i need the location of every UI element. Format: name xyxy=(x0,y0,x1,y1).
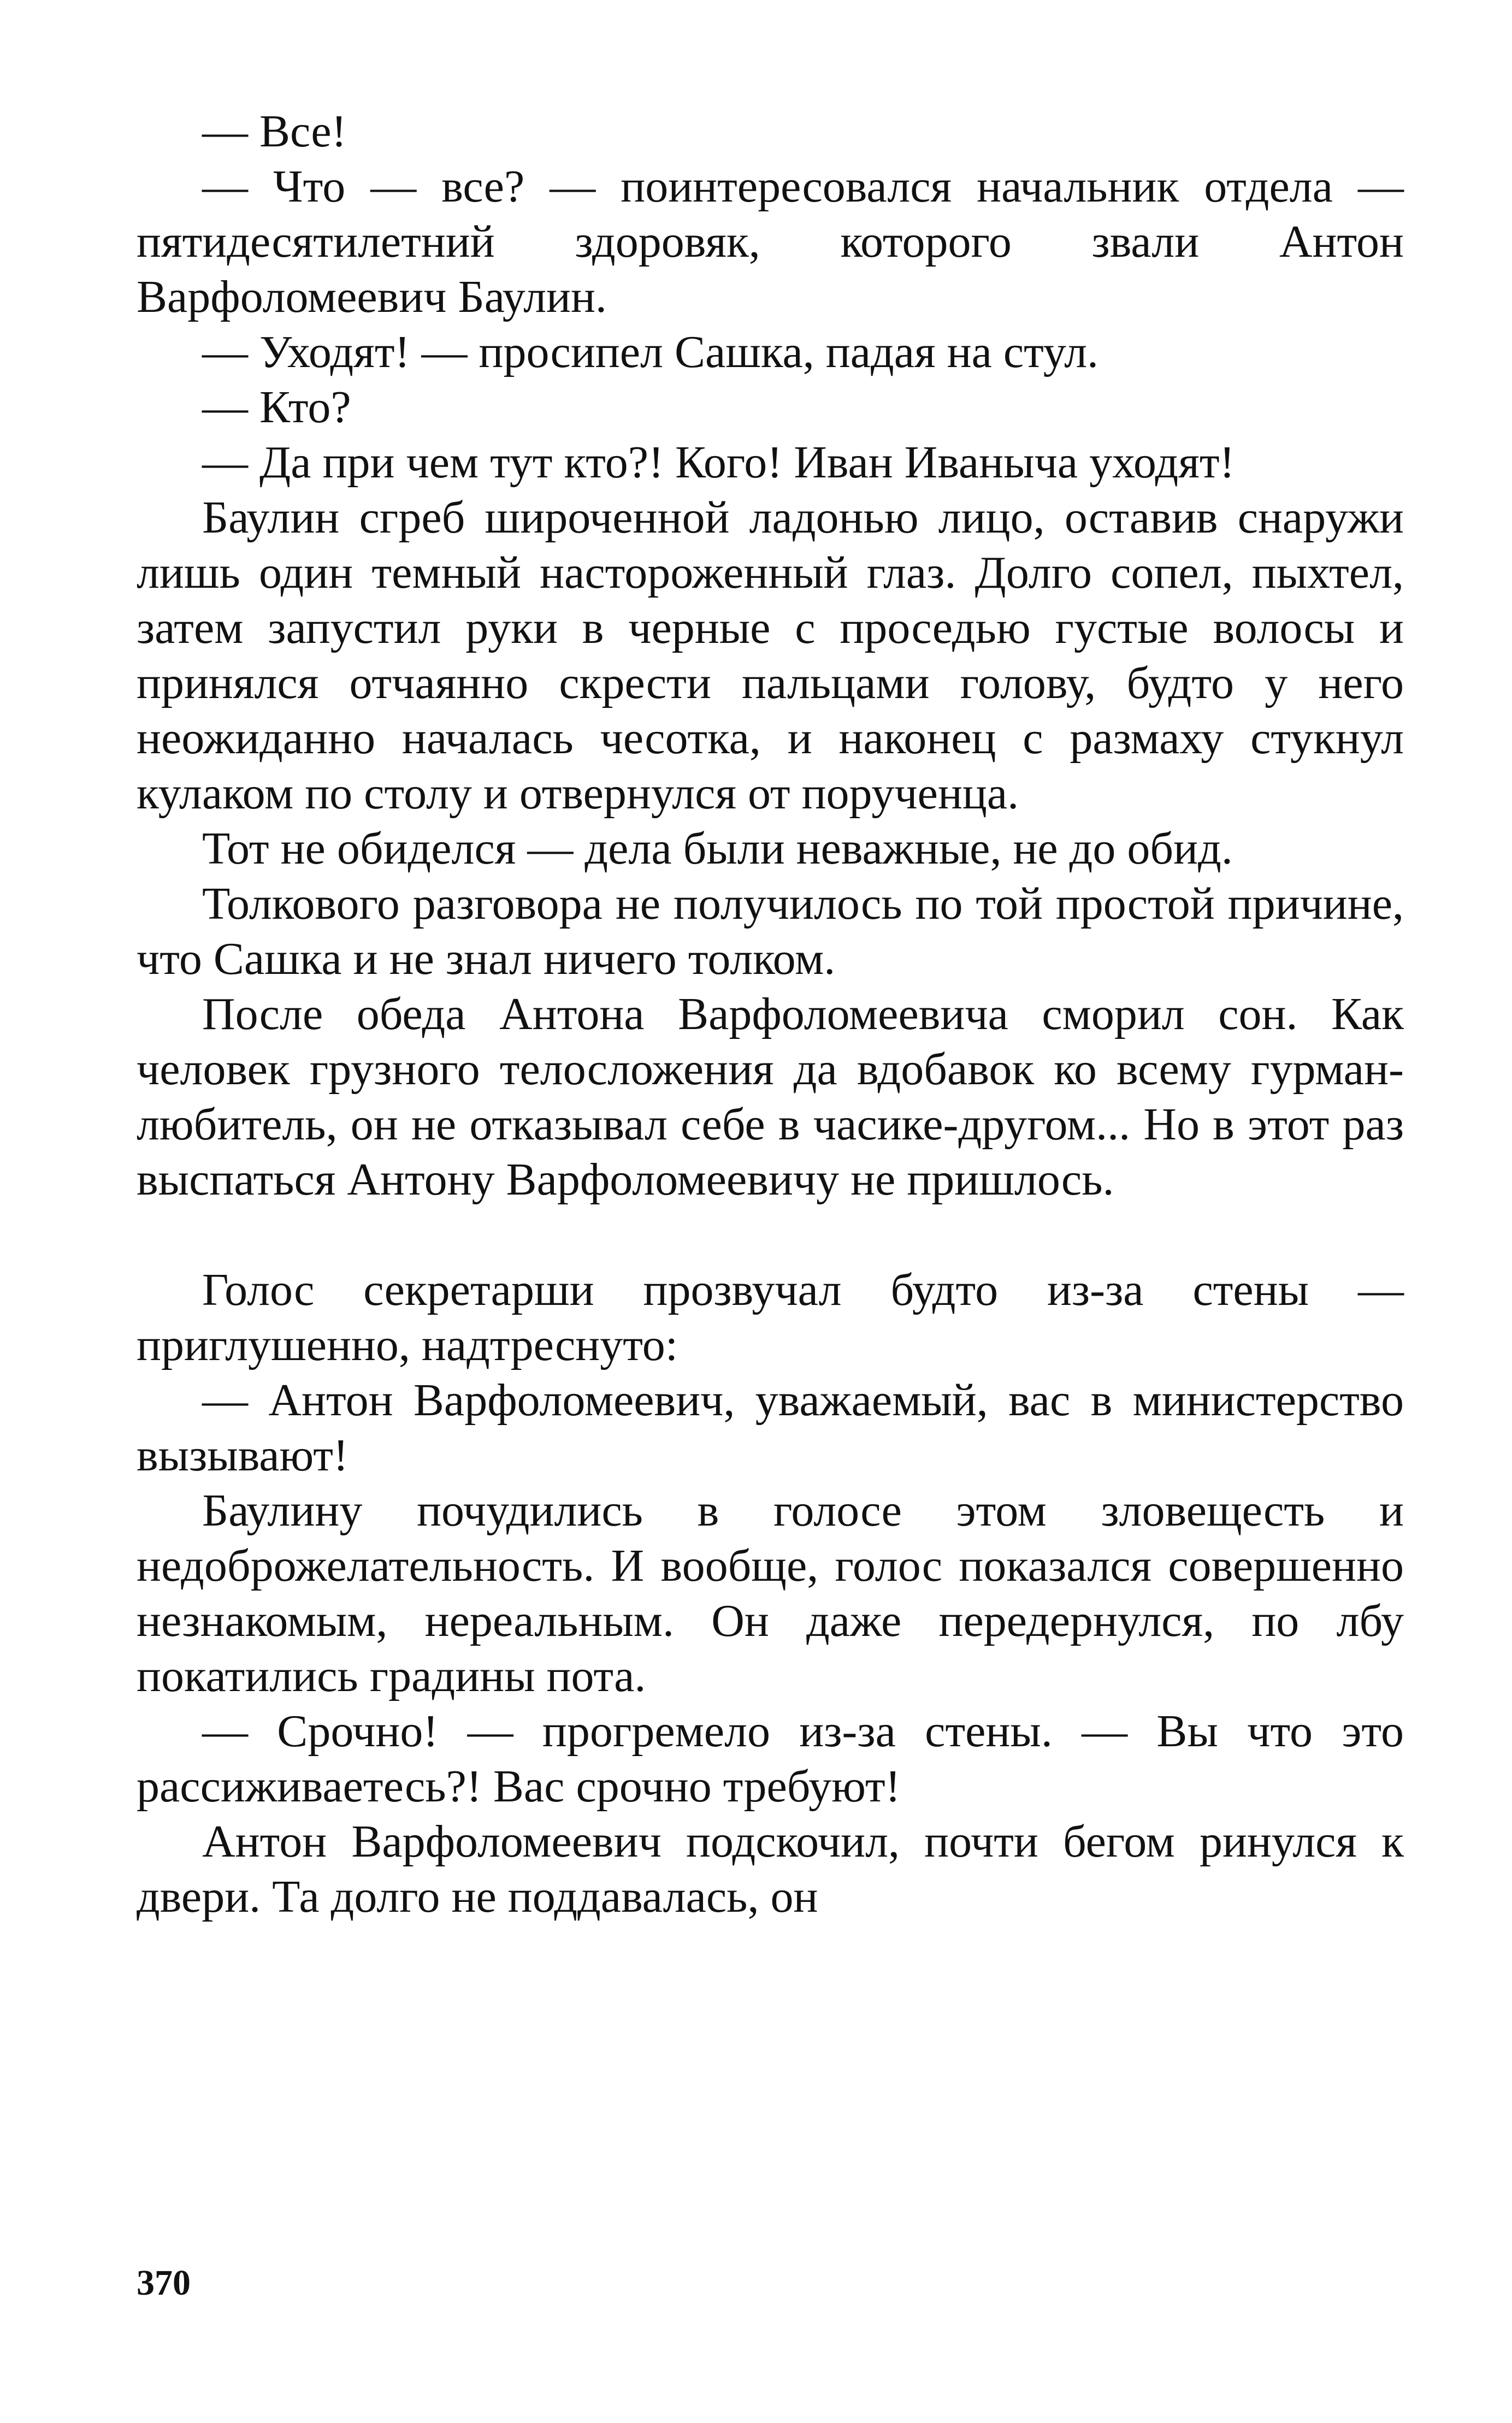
paragraph-11: — Антон Варфоломеевич, уважаемый, вас в министерство вызывают! xyxy=(137,1375,1404,1481)
paragraph-13: — Срочно! — прогремело из-за стены. — Вы что это рассиживаетесь?! Вас срочно требуют! xyxy=(137,1706,1404,1812)
section-break xyxy=(137,1207,1404,1262)
paragraph-4: — Кто? xyxy=(202,382,351,433)
paragraph-6: Баулин сгреб широченной ладонью лицо, оставив снаружи лишь один темный настороженный глаз. Долго сопел, пыхтел, затем запустил руки в черные с проседью густые волосы и принялся отчаянно скрести пальцами голову, будто у него неожиданно началась чесотка, и наконец с размаху стукнул кулаком по столу и отвернулся от порученца. xyxy=(137,492,1404,819)
page-text xyxy=(137,104,1404,1924)
paragraph-14: Антон Варфоломеевич подскочил, почти бегом ринулся к двери. Та долго не поддавалась, он xyxy=(137,1816,1404,1922)
paragraph-2: — Что — все? — поинтересовался начальник отдела — пятидесятилетний здоровяк, которого звали Антон Варфоломеевич Баулин. xyxy=(137,161,1404,322)
paragraph-7: Тот не обиделся — дела были неважные, не до обид. xyxy=(202,823,1233,874)
paragraph-3: — Уходят! — просипел Сашка, падая на стул. xyxy=(202,327,1098,377)
paragraph-1: — Все! xyxy=(202,106,347,157)
paragraph-5: — Да при чем тут кто?! Кого! Иван Иваныча уходят! xyxy=(202,437,1235,488)
paragraph-9: После обеда Антона Варфоломеевича сморил сон. Как человек грузного телосложения да вдобавок ко всему гурман-любитель, он не отказывал себе в часике-другом... Но в этот раз выспаться Антону Варфоломеевичу не пришлось. xyxy=(137,989,1404,1205)
paragraph-10: Голос секретарши прозвучал будто из-за стены — приглушенно, надтреснуто: xyxy=(137,1264,1404,1370)
page-number: 370 xyxy=(137,2263,191,2303)
paragraph-8: Толкового разговора не получилось по той простой причине, что Сашка и не знал ничего толком. xyxy=(137,878,1404,984)
paragraph-12: Баулину почудились в голосе этом зловещесть и недоброжелательность. И вообще, голос показался совершенно незнакомым, нереальным. Он даже передернулся, по лбу покатились градины пота. xyxy=(137,1485,1404,1701)
